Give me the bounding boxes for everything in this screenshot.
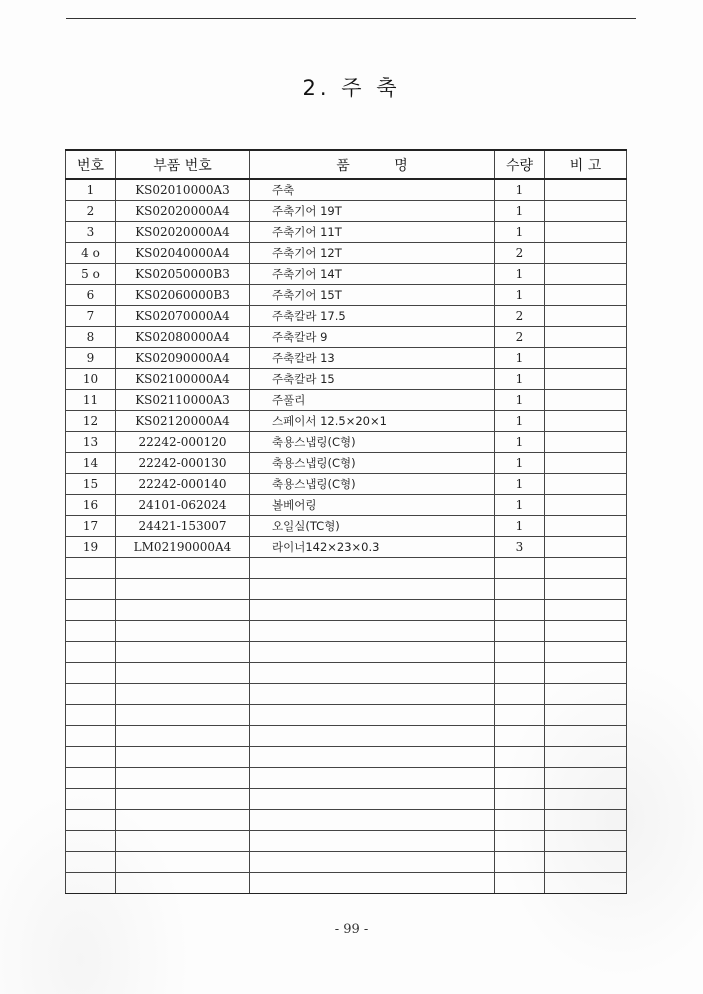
cell-no: 7 <box>66 306 116 327</box>
cell-name: 축용스냅링(C형) <box>250 453 495 474</box>
table-row <box>66 495 627 516</box>
table-row <box>66 852 627 873</box>
parts-table-header <box>66 150 627 179</box>
cell-remark <box>545 831 627 852</box>
table-row <box>66 453 627 474</box>
cell-remark <box>545 306 627 327</box>
cell-part-no: KS02070000A4 <box>116 306 250 327</box>
cell-no: 14 <box>66 453 116 474</box>
cell-part-no: KS02040000A4 <box>116 243 250 264</box>
cell-no <box>66 831 116 852</box>
cell-part-no <box>116 642 250 663</box>
cell-part-no <box>116 831 250 852</box>
cell-part-no <box>116 726 250 747</box>
cell-qty <box>495 621 545 642</box>
cell-qty <box>495 663 545 684</box>
cell-part-no: KS02110000A3 <box>116 390 250 411</box>
cell-qty: 1 <box>495 390 545 411</box>
cell-qty <box>495 558 545 579</box>
cell-no: 1 <box>66 179 116 201</box>
cell-qty <box>495 873 545 894</box>
cell-remark <box>545 852 627 873</box>
cell-name: 주축칼라 15 <box>250 369 495 390</box>
cell-no <box>66 684 116 705</box>
table-row <box>66 621 627 642</box>
cell-remark <box>545 390 627 411</box>
table-row <box>66 516 627 537</box>
cell-no <box>66 642 116 663</box>
cell-remark <box>545 684 627 705</box>
cell-part-no: KS02050000B3 <box>116 264 250 285</box>
cell-name <box>250 663 495 684</box>
table-row <box>66 222 627 243</box>
cell-name: 주축기어 14T <box>250 264 495 285</box>
table-row <box>66 369 627 390</box>
table-row <box>66 432 627 453</box>
cell-qty: 3 <box>495 537 545 558</box>
cell-part-no: LM02190000A4 <box>116 537 250 558</box>
cell-remark <box>545 222 627 243</box>
table-row <box>66 663 627 684</box>
cell-remark <box>545 579 627 600</box>
cell-no <box>66 663 116 684</box>
cell-remark <box>545 747 627 768</box>
cell-remark <box>545 810 627 831</box>
cell-remark <box>545 285 627 306</box>
cell-remark <box>545 348 627 369</box>
table-row <box>66 768 627 789</box>
table-row <box>66 873 627 894</box>
cell-part-no <box>116 558 250 579</box>
page-number: - 99 - <box>334 922 369 937</box>
cell-remark <box>545 873 627 894</box>
header-name: 품 명 <box>250 150 495 179</box>
cell-qty: 1 <box>495 411 545 432</box>
table-row <box>66 579 627 600</box>
cell-qty <box>495 579 545 600</box>
page-title: 2. 주 축 <box>302 76 401 100</box>
cell-name: 주축 <box>250 179 495 201</box>
cell-name <box>250 558 495 579</box>
cell-remark <box>545 789 627 810</box>
cell-no: 2 <box>66 201 116 222</box>
cell-part-no <box>116 663 250 684</box>
cell-remark <box>545 432 627 453</box>
cell-part-no <box>116 810 250 831</box>
cell-part-no: 22242-000120 <box>116 432 250 453</box>
cell-no <box>66 810 116 831</box>
cell-qty: 2 <box>495 306 545 327</box>
cell-qty: 2 <box>495 243 545 264</box>
cell-part-no <box>116 705 250 726</box>
cell-part-no: 22242-000140 <box>116 474 250 495</box>
cell-name: 주축기어 11T <box>250 222 495 243</box>
cell-name <box>250 873 495 894</box>
cell-remark <box>545 453 627 474</box>
cell-qty: 1 <box>495 348 545 369</box>
cell-remark <box>545 369 627 390</box>
cell-name: 라이너142×23×0.3 <box>250 537 495 558</box>
table-row <box>66 726 627 747</box>
cell-name: 주풀리 <box>250 390 495 411</box>
table-row <box>66 789 627 810</box>
table-row <box>66 306 627 327</box>
cell-name: 주축기어 12T <box>250 243 495 264</box>
table-row <box>66 285 627 306</box>
cell-remark <box>545 474 627 495</box>
table-row <box>66 348 627 369</box>
cell-qty: 1 <box>495 516 545 537</box>
cell-qty: 2 <box>495 327 545 348</box>
cell-part-no: KS02060000B3 <box>116 285 250 306</box>
cell-name <box>250 621 495 642</box>
cell-name <box>250 579 495 600</box>
cell-name: 볼베어링 <box>250 495 495 516</box>
table-row <box>66 684 627 705</box>
cell-name <box>250 600 495 621</box>
table-row <box>66 642 627 663</box>
table-row <box>66 264 627 285</box>
cell-remark <box>545 179 627 201</box>
cell-part-no: 22242-000130 <box>116 453 250 474</box>
table-row <box>66 179 627 201</box>
cell-part-no: KS02020000A4 <box>116 222 250 243</box>
parts-table-body <box>66 179 627 894</box>
cell-part-no <box>116 852 250 873</box>
table-row <box>66 474 627 495</box>
cell-part-no <box>116 873 250 894</box>
cell-no <box>66 726 116 747</box>
table-row <box>66 558 627 579</box>
cell-qty <box>495 789 545 810</box>
cell-part-no <box>116 579 250 600</box>
header-rule <box>66 18 636 19</box>
cell-no: 9 <box>66 348 116 369</box>
cell-part-no <box>116 789 250 810</box>
header-no: 번호 <box>66 150 116 179</box>
table-row <box>66 390 627 411</box>
cell-name: 오일실(TC형) <box>250 516 495 537</box>
table-row <box>66 411 627 432</box>
cell-qty: 1 <box>495 222 545 243</box>
cell-no <box>66 789 116 810</box>
cell-part-no: 24101-062024 <box>116 495 250 516</box>
cell-qty <box>495 642 545 663</box>
table-row <box>66 810 627 831</box>
cell-name <box>250 852 495 873</box>
cell-qty: 1 <box>495 495 545 516</box>
cell-part-no <box>116 747 250 768</box>
cell-no: 10 <box>66 369 116 390</box>
cell-no: 13 <box>66 432 116 453</box>
table-row <box>66 243 627 264</box>
header-qty: 수량 <box>495 150 545 179</box>
cell-remark <box>545 600 627 621</box>
cell-no: 4 o <box>66 243 116 264</box>
cell-name: 주축기어 19T <box>250 201 495 222</box>
cell-no: 5 o <box>66 264 116 285</box>
cell-no: 15 <box>66 474 116 495</box>
table-row <box>66 327 627 348</box>
table-row <box>66 705 627 726</box>
cell-remark <box>545 768 627 789</box>
cell-name <box>250 705 495 726</box>
cell-qty: 1 <box>495 201 545 222</box>
parts-table <box>65 149 627 894</box>
cell-part-no <box>116 768 250 789</box>
cell-remark <box>545 726 627 747</box>
cell-part-no: KS02020000A4 <box>116 201 250 222</box>
cell-no <box>66 705 116 726</box>
cell-no <box>66 873 116 894</box>
cell-no: 17 <box>66 516 116 537</box>
cell-qty: 1 <box>495 474 545 495</box>
cell-no <box>66 600 116 621</box>
cell-no: 11 <box>66 390 116 411</box>
cell-remark <box>545 264 627 285</box>
cell-no: 12 <box>66 411 116 432</box>
cell-qty: 1 <box>495 432 545 453</box>
cell-no <box>66 621 116 642</box>
cell-part-no <box>116 600 250 621</box>
cell-name <box>250 789 495 810</box>
cell-name: 스페이서 12.5×20×1 <box>250 411 495 432</box>
cell-remark <box>545 327 627 348</box>
cell-no: 16 <box>66 495 116 516</box>
header-remark: 비 고 <box>545 150 627 179</box>
cell-no: 6 <box>66 285 116 306</box>
cell-no <box>66 747 116 768</box>
cell-qty <box>495 768 545 789</box>
cell-no: 3 <box>66 222 116 243</box>
table-row <box>66 537 627 558</box>
table-row <box>66 747 627 768</box>
cell-qty <box>495 684 545 705</box>
cell-qty: 1 <box>495 369 545 390</box>
cell-part-no: KS02090000A4 <box>116 348 250 369</box>
cell-name <box>250 726 495 747</box>
cell-remark <box>545 411 627 432</box>
cell-part-no: KS02100000A4 <box>116 369 250 390</box>
cell-no <box>66 558 116 579</box>
cell-qty <box>495 810 545 831</box>
header-part-no: 부품 번호 <box>116 150 250 179</box>
cell-name: 축용스냅링(C형) <box>250 432 495 453</box>
cell-name <box>250 642 495 663</box>
cell-part-no <box>116 621 250 642</box>
cell-qty: 1 <box>495 285 545 306</box>
cell-no <box>66 852 116 873</box>
cell-part-no: 24421-153007 <box>116 516 250 537</box>
cell-no: 8 <box>66 327 116 348</box>
cell-qty <box>495 726 545 747</box>
cell-qty <box>495 852 545 873</box>
cell-name <box>250 684 495 705</box>
cell-qty <box>495 831 545 852</box>
cell-name <box>250 747 495 768</box>
header-row <box>66 150 627 179</box>
cell-part-no: KS02120000A4 <box>116 411 250 432</box>
cell-qty: 1 <box>495 264 545 285</box>
cell-remark <box>545 201 627 222</box>
cell-remark <box>545 495 627 516</box>
table-row <box>66 831 627 852</box>
cell-no <box>66 579 116 600</box>
cell-name: 주축칼라 13 <box>250 348 495 369</box>
cell-remark <box>545 705 627 726</box>
cell-qty <box>495 705 545 726</box>
cell-part-no <box>116 684 250 705</box>
cell-remark <box>545 663 627 684</box>
cell-name: 주축칼라 17.5 <box>250 306 495 327</box>
cell-name: 주축기어 15T <box>250 285 495 306</box>
cell-qty <box>495 600 545 621</box>
cell-part-no: KS02080000A4 <box>116 327 250 348</box>
cell-name <box>250 768 495 789</box>
table-row <box>66 201 627 222</box>
cell-remark <box>545 642 627 663</box>
cell-no: 19 <box>66 537 116 558</box>
cell-name: 축용스냅링(C형) <box>250 474 495 495</box>
cell-name <box>250 831 495 852</box>
cell-remark <box>545 558 627 579</box>
cell-part-no: KS02010000A3 <box>116 179 250 201</box>
cell-name: 주축칼라 9 <box>250 327 495 348</box>
cell-no <box>66 768 116 789</box>
cell-remark <box>545 516 627 537</box>
cell-remark <box>545 537 627 558</box>
table-row <box>66 600 627 621</box>
cell-qty <box>495 747 545 768</box>
cell-remark <box>545 243 627 264</box>
cell-name <box>250 810 495 831</box>
cell-qty: 1 <box>495 179 545 201</box>
cell-qty: 1 <box>495 453 545 474</box>
cell-remark <box>545 621 627 642</box>
